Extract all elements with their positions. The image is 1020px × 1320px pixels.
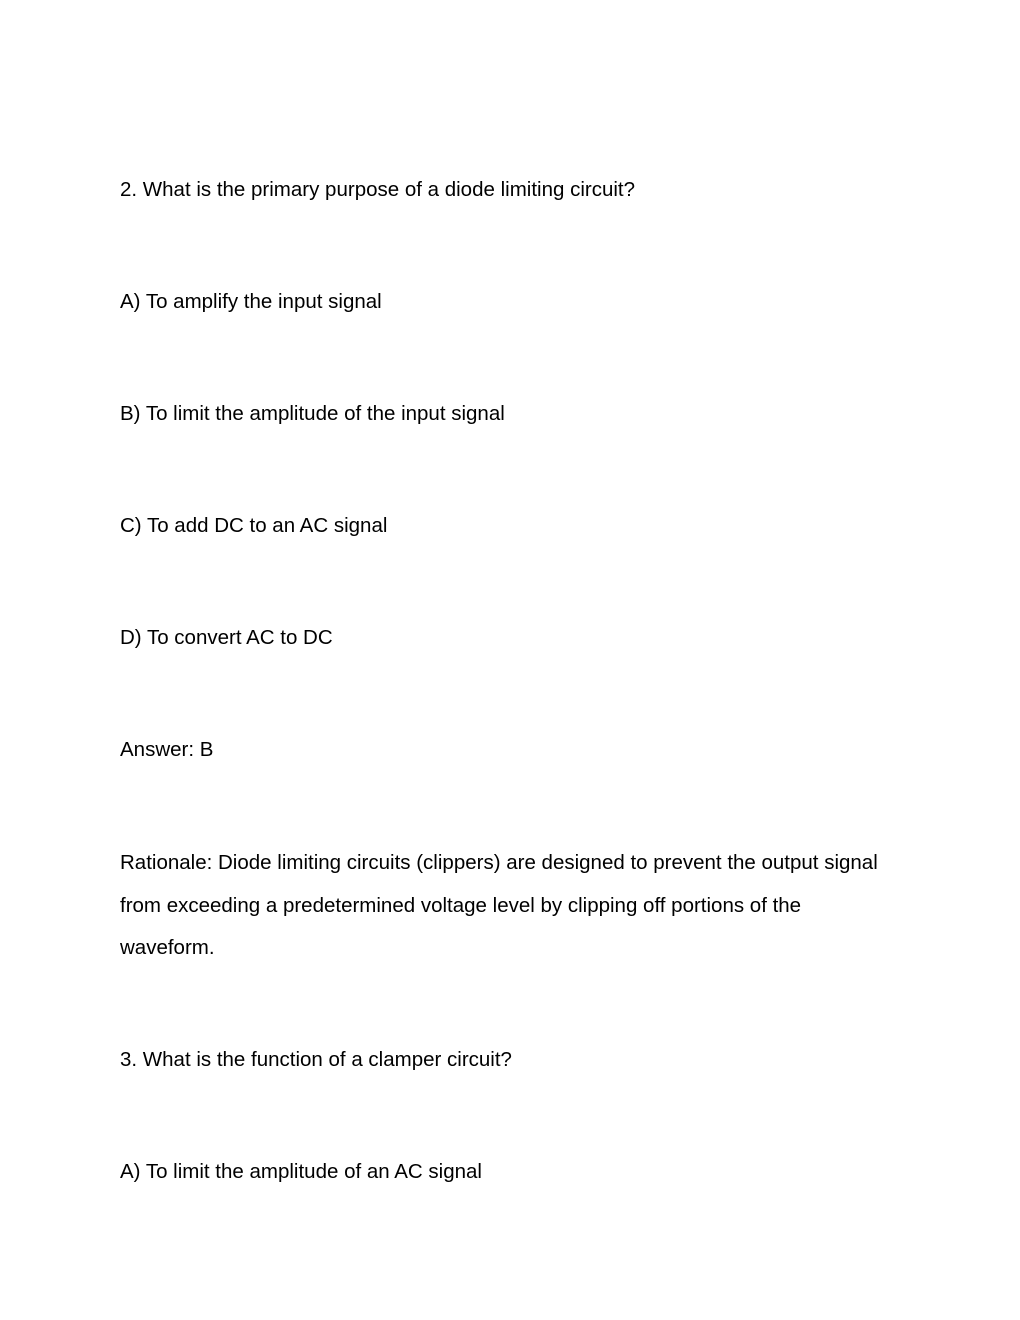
question-2-option-a: A) To amplify the input signal [120,290,382,313]
question-2-text: 2. What is the primary purpose of a diode limiting circuit? [120,178,636,201]
question-2-option-c: C) To add DC to an AC signal [120,514,388,537]
question-3-option-a: A) To limit the amplitude of an AC signal [120,1160,482,1183]
question-3-text: 3. What is the function of a clamper circuit? [120,1048,512,1071]
question-2-option-d: D) To convert AC to DC [120,626,333,649]
question-2-answer: Answer: B [120,738,214,761]
question-2-rationale: Rationale: Diode limiting circuits (clippers) are designed to prevent the output signal from exceeding a predetermined voltage level by clipping off portions of the waveform. [120,851,878,959]
question-2-option-b: B) To limit the amplitude of the input signal [120,402,505,425]
